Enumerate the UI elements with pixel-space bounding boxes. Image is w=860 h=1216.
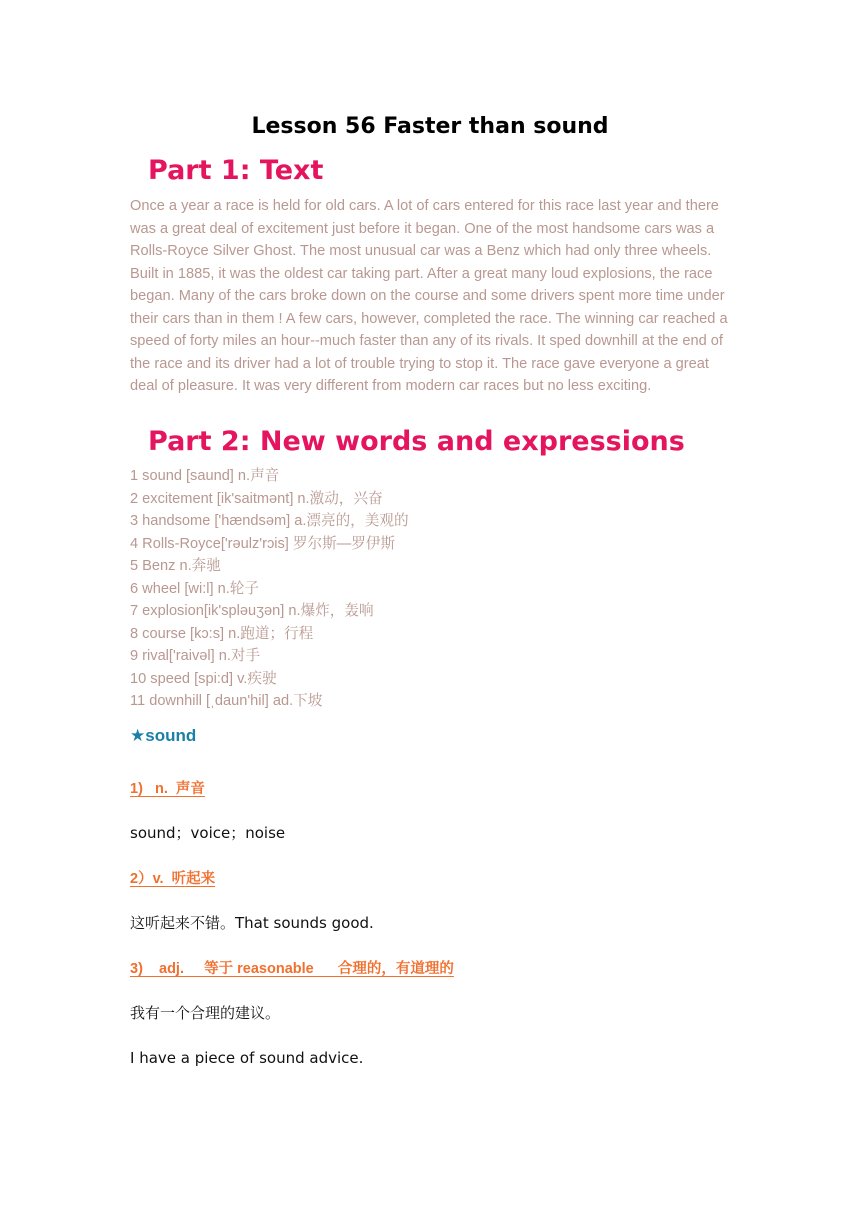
vocab-list xyxy=(130,465,730,713)
vocab-item: 10 speed [spi:d] v.疾驶 xyxy=(130,670,277,687)
vocab-item: 2 excitement [ik'saitmənt] n.激动，兴奋 xyxy=(130,490,383,507)
sense-adj-example-cn: 我有一个合理的建议。 xyxy=(130,1004,281,1022)
lesson-title: Lesson 56 Faster than sound xyxy=(251,114,609,139)
sense-adj-heading: 3) adj. 等于 reasonable 合理的，有道理的 xyxy=(130,961,454,977)
part1-heading: Part 1: Text xyxy=(148,155,324,186)
sense-adj-example-en: I have a piece of sound advice. xyxy=(130,1049,364,1067)
part1-text: Once a year a race is held for old cars. A lot of cars entered for this race last year and there was a great deal of excitement just before it began. One of the most handsome cars was a Rolls-Royce Silver Ghost. The most unusual car was a Benz which had only three wheels. Built in 1885, it was the oldest car taking part. After a great many loud explosions, the race began. Many of the cars broke down on the course and some drivers spent more time under their cars than in them ! A few cars, however, completed the race. The winning car reached a speed of forty miles an hour--much faster than any of its rivals. It sped downhill at the end of the race and its driver had a lot of trouble trying to stop it. The race gave everyone a great deal of pleasure. It was very different from modern car races but no less exciting. xyxy=(130,198,728,394)
sense-verb-example: 这听起来不错。That sounds good. xyxy=(130,914,374,932)
vocab-item: 7 explosion[ik'spləuʒən] n.爆炸，轰响 xyxy=(130,603,374,619)
vocab-item: 11 downhill [ˌdaun'hil] ad.下坡 xyxy=(130,693,323,709)
part2-heading: Part 2: New words and expressions xyxy=(148,426,685,457)
vocab-item: 6 wheel [wi:l] n.轮子 xyxy=(130,580,259,597)
vocab-item: 3 handsome ['hændsəm] a.漂亮的，美观的 xyxy=(130,513,409,529)
vocab-item: 1 sound [saund] n.声音 xyxy=(130,468,280,484)
vocab-item: 4 Rolls-Royce['rəulz'rɔis] 罗尔斯—罗伊斯 xyxy=(130,535,396,552)
vocab-item: 8 course [kɔ:s] n.跑道；行程 xyxy=(130,625,314,642)
vocab-item: 5 Benz n.奔驰 xyxy=(130,558,221,574)
sense-verb-heading: 2）v. 听起来 xyxy=(130,871,216,887)
sense-noun-example: sound；voice；noise xyxy=(130,824,286,842)
sense-noun-heading: 1) n. 声音 xyxy=(130,781,205,797)
vocab-item: 9 rival['raivəl] n.对手 xyxy=(130,648,261,664)
focus-word-heading: ★sound xyxy=(130,726,197,745)
